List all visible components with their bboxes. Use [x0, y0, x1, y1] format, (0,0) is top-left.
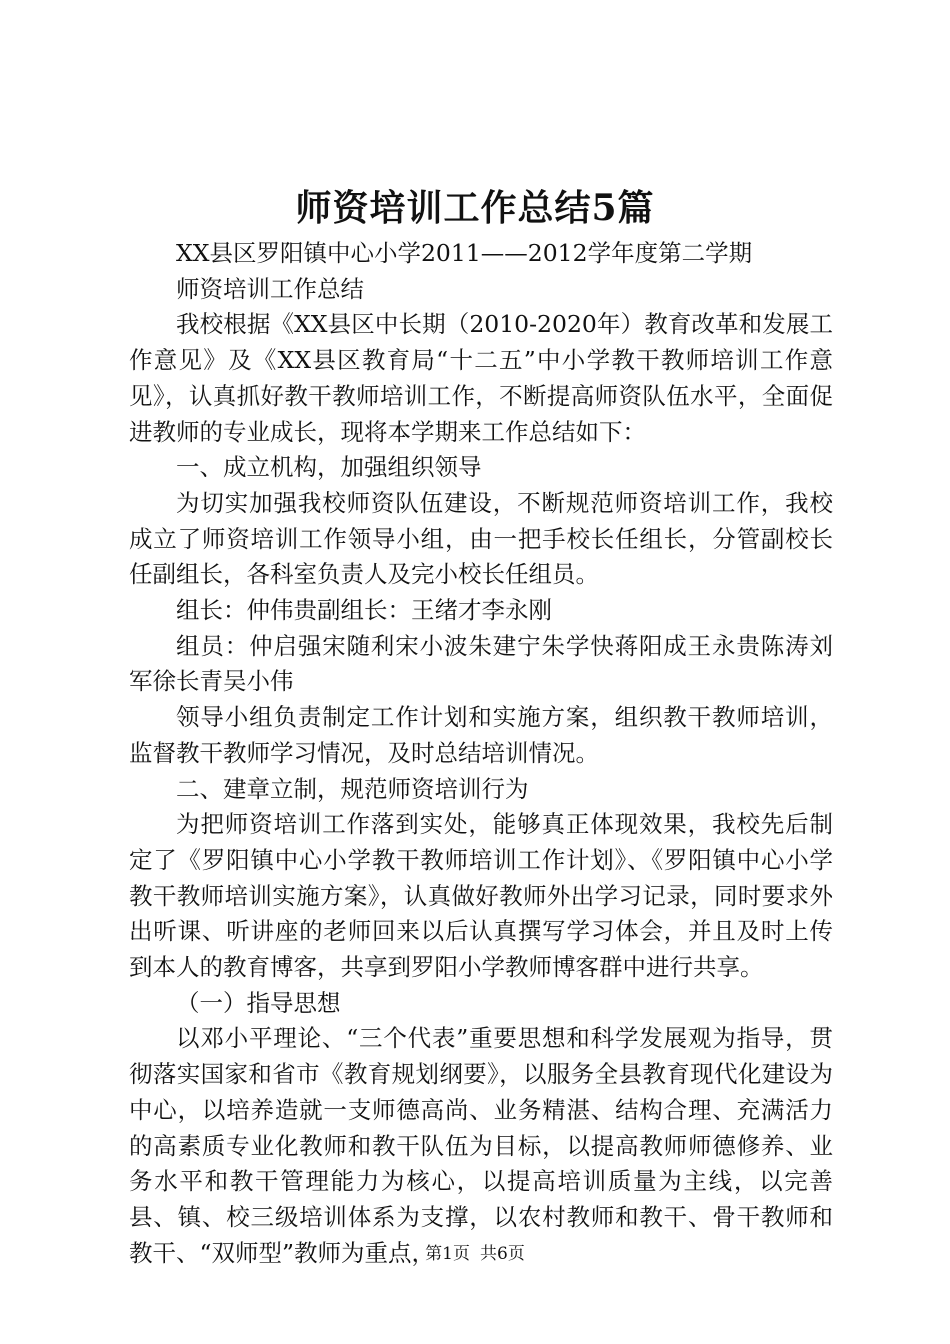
paragraph: 组员：仲启强宋随利宋小波朱建宁朱学快蒋阳成王永贵陈涛刘军徐长青吴小伟: [129, 631, 833, 696]
paragraph: 组长：仲伟贵副组长：王绪才李永刚: [176, 596, 552, 625]
document-body: [129, 236, 833, 1271]
paragraph: 为把师资培训工作落到实处，能够真正体现效果，我校先后制定了《罗阳镇中心小学教干教师培训工作计划》、《罗阳镇中心小学教干教师培训实施方案》，认真做好教师外出学习记录，同时要求外出听课、听讲座的老师回来以后认真撰写学习体会，并且及时上传到本人的教育博客，共享到罗阳小学教师博客群中进行共享。: [129, 810, 833, 982]
page-number: 第1页: [425, 1244, 470, 1264]
document-title: 师资培训工作总结5篇: [295, 187, 655, 229]
paragraph: 师资培训工作总结: [176, 274, 364, 303]
page-footer: [0, 1243, 950, 1265]
section-heading: 二、建章立制，规范师资培训行为: [176, 774, 529, 803]
paragraph: XX县区罗阳镇中心小学2011——2012学年度第二学期: [176, 239, 753, 267]
paragraph: 我校根据《XX县区中长期（2010-2020年）教育改革和发展工作意见》及《XX县区教育局“十二五”中小学教干教师培训工作意见》，认真抓好教干教师培训工作，不断提高师资队伍水平，全面促进教师的专业成长，现将本学期来工作总结如下：: [129, 310, 833, 446]
paragraph: 以邓小平理论、“三个代表”重要思想和科学发展观为指导，贯彻落实国家和省市《教育规划纲要》，以服务全县教育现代化建设为中心，以培养造就一支师德高尚、业务精湛、结构合理、充满活力的高素质专业化教师和教干队伍为目标，以提高教师师德修养、业务水平和教干管理能力为核心，以提高培训质量为主线，以完善县、镇、校三级培训体系为支撑，以农村教师和教干、骨干教师和教干、“双师型”教师为重点，: [129, 1024, 833, 1267]
paragraph: 为切实加强我校师资队伍建设，不断规范师资培训工作，我校成立了师资培训工作领导小组，由一把手校长任组长，分管副校长任副组长，各科室负责人及完小校长任组员。: [129, 488, 833, 589]
subsection-heading: （一）指导思想: [176, 988, 341, 1017]
page-total: 共6页: [480, 1244, 525, 1264]
paragraph: 领导小组负责制定工作计划和实施方案，组织教干教师培训，监督教干教师学习情况，及时总结培训情况。: [129, 703, 833, 767]
section-heading: 一、成立机构，加强组织领导: [176, 453, 482, 482]
